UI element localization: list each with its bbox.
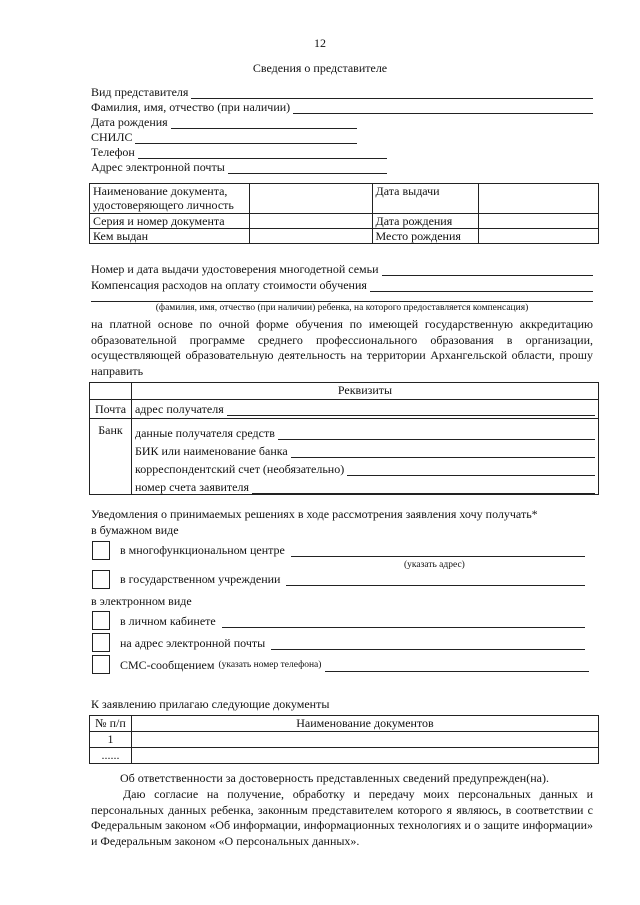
birth-place-value[interactable] — [478, 229, 598, 244]
birth-date-value[interactable] — [478, 214, 598, 229]
attachments-table — [89, 715, 599, 764]
rep-fio-field[interactable] — [91, 100, 593, 114]
rep-type-field[interactable] — [91, 85, 593, 99]
paper-label: в бумажном виде — [91, 523, 179, 537]
rep-snils-label: СНИЛС — [91, 130, 133, 144]
requisites-header: Реквизиты — [131, 383, 598, 400]
bic-label: БИК или наименование банка — [134, 444, 288, 458]
issue-date-value[interactable] — [478, 184, 598, 214]
row2-name[interactable] — [131, 748, 598, 764]
section-title: Сведения о представителе — [252, 61, 388, 75]
post-cell — [131, 400, 598, 419]
compensation-label: Компенсация расходов на оплату стоимости обучения — [91, 278, 367, 292]
post-address-label: адрес получателя — [134, 402, 224, 416]
issue-date-label: Дата выдачи — [372, 184, 478, 214]
large-family-label: Номер и дата выдачи удостоверения многодетной семьи — [91, 262, 379, 276]
col-num-header: № п/п — [90, 716, 132, 732]
state-label: в государственном учреждении — [120, 572, 281, 586]
row2-num: ...... — [90, 748, 132, 764]
email-checkbox[interactable] — [92, 633, 110, 652]
child-name-line[interactable] — [91, 301, 593, 302]
birth-date-label: Дата рождения — [372, 214, 478, 229]
notifications-heading: Уведомления о принимаемых решениях в ходе рассмотрения заявления хочу получать* — [91, 507, 538, 521]
mfc-checkbox[interactable] — [92, 541, 110, 560]
post-address-input[interactable] — [227, 404, 595, 416]
identity-doc-table — [89, 183, 599, 244]
requisites-table — [89, 382, 599, 495]
state-checkbox[interactable] — [92, 570, 110, 589]
sms-label: СМС-сообщением — [120, 658, 215, 672]
rep-birth-label: Дата рождения — [91, 115, 168, 129]
rep-email-field[interactable] — [91, 160, 387, 174]
post-label: Почта — [90, 400, 132, 419]
responsibility-text: Об ответственности за достоверность представленных сведений предупрежден(на). — [120, 771, 549, 785]
consent-text: Даю согласие на получение, обработку и передачу моих персональных данных и персональных данных ребенка, законным представителем которого я являюсь, в соответствии с Федеральным законом «Об информации, информационных технологиях и о защите информации» и Федеральным законом «О персональных данных». — [91, 787, 593, 848]
recipient-label: данные получателя средств — [134, 426, 275, 440]
bank-cell — [131, 419, 598, 495]
requisites-corner — [90, 383, 132, 400]
page-number: 12 — [314, 36, 326, 50]
row1-name[interactable] — [131, 732, 598, 748]
account-input[interactable] — [252, 482, 595, 494]
rep-type-label: Вид представителя — [91, 85, 189, 99]
rep-birth-field[interactable] — [91, 115, 357, 129]
mfc-field[interactable] — [120, 543, 585, 557]
sms-field[interactable] — [120, 658, 589, 672]
doc-series-label: Серия и номер документа — [90, 214, 250, 229]
child-name-hint: (фамилия, имя, отчество (при наличии) ребенка, на которого предоставляется компенсация) — [155, 303, 529, 313]
email-field[interactable] — [120, 636, 585, 650]
doc-series-value[interactable] — [250, 214, 372, 229]
birth-place-label: Место рождения — [372, 229, 478, 244]
rep-phone-field[interactable] — [91, 145, 387, 159]
row1-num: 1 — [90, 732, 132, 748]
bank-label: Банк — [90, 419, 132, 495]
sms-hint: (указать номер телефона) — [218, 660, 322, 670]
rep-email-label: Адрес электронной почты — [91, 160, 225, 174]
corr-account-label: корреспондентский счет (необязательно) — [134, 462, 345, 476]
email-label: на адрес электронной почты — [120, 636, 266, 650]
account-label: номер счета заявителя — [134, 480, 250, 494]
sms-checkbox[interactable] — [92, 655, 110, 674]
address-hint: (указать адрес) — [404, 560, 465, 570]
state-field[interactable] — [120, 572, 585, 586]
cabinet-checkbox[interactable] — [92, 611, 110, 630]
compensation-field[interactable] — [91, 278, 593, 292]
mfc-label: в многофункциональном центре — [120, 543, 285, 557]
corr-account-input[interactable] — [347, 464, 595, 476]
attachments-heading: К заявлению прилагаю следующие документы — [91, 697, 330, 711]
issued-by-label: Кем выдан — [90, 229, 250, 244]
large-family-field[interactable] — [91, 262, 593, 276]
recipient-input[interactable] — [278, 428, 595, 440]
cabinet-field[interactable] — [120, 614, 585, 628]
doc-name-value[interactable] — [250, 184, 372, 214]
rep-fio-label: Фамилия, имя, отчество (при наличии) — [91, 100, 291, 114]
col-name-header: Наименование документов — [131, 716, 598, 732]
study-paragraph: на платной основе по очной форме обучения по имеющей государственную аккредитацию образовательной программе среднего профессионального образования в организации, осуществляющей образовательную деятельность на территории Архангельской области, прошу направить — [91, 317, 593, 378]
rep-snils-field[interactable] — [91, 130, 357, 144]
electronic-label: в электронном виде — [91, 594, 192, 608]
doc-name-label: Наименование документа, удостоверяющего личность — [90, 184, 250, 214]
rep-phone-label: Телефон — [91, 145, 135, 159]
bic-input[interactable] — [291, 446, 595, 458]
issued-by-value[interactable] — [250, 229, 372, 244]
cabinet-label: в личном кабинете — [120, 614, 216, 628]
